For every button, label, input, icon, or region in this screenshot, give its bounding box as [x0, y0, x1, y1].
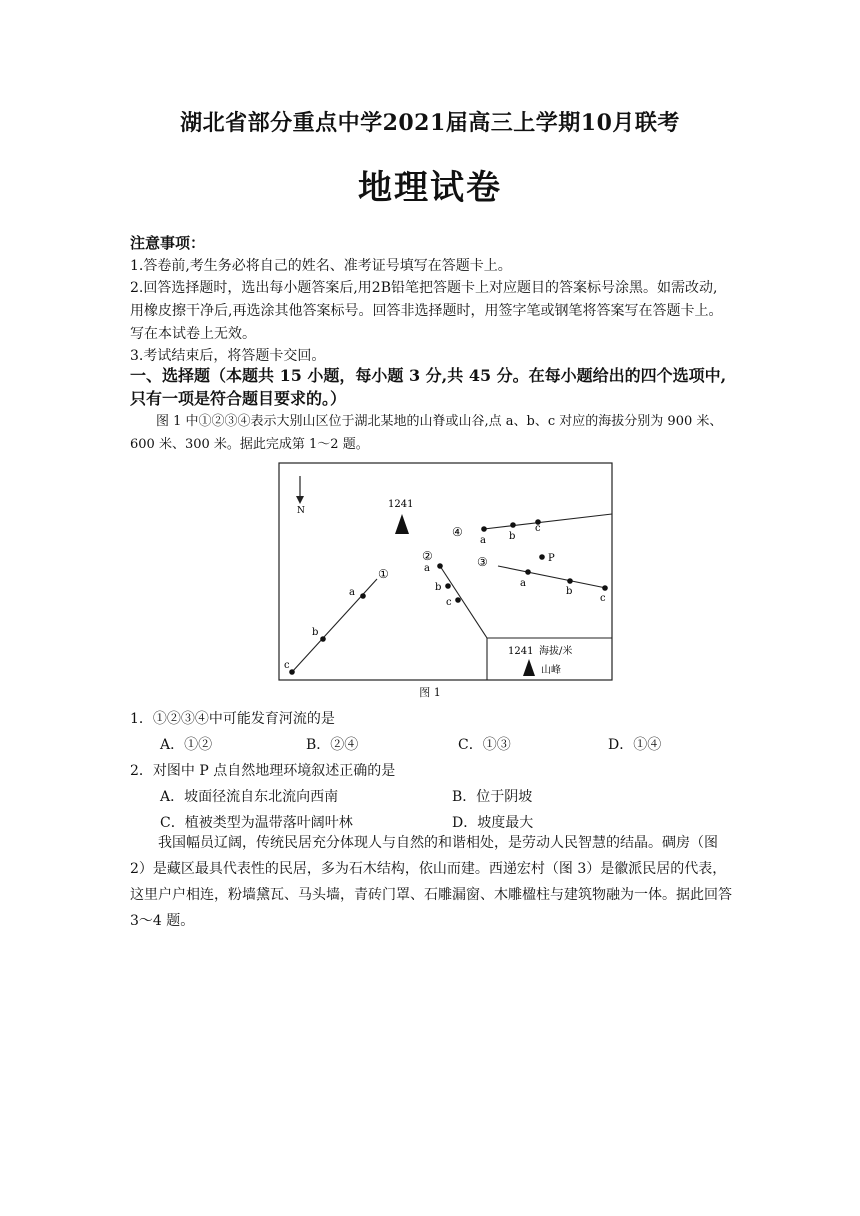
- line-1: [292, 579, 377, 672]
- line-3-point-a: [525, 569, 531, 575]
- notice-item-2: 2.回答选择题时，选出每小题答案后,用2B铅笔把答题卡上对应题目的答案标号涂黑。如需改动,用橡皮擦干净后,再选涂其他答案标号。回答非选择题时，用签字笔或钢笔将答案写在答题卡上。写在本试卷上无效。: [130, 280, 723, 342]
- line-2-point-c: [455, 597, 461, 603]
- question-2-option-a: A．坡面径流自东北流向西南: [160, 789, 339, 805]
- line-1-point-b: [320, 636, 326, 642]
- line-2-label-a: a: [424, 563, 430, 574]
- point-p-label: P: [548, 553, 555, 564]
- line-2-point-a: [437, 563, 443, 569]
- exam-subtitle: 湖北省部分重点中学2021届高三上学期10月联考: [180, 110, 680, 136]
- legend-peak-icon: [523, 659, 535, 676]
- notice-item-1: 1.答卷前,考生务必将自己的姓名、准考证号填写在答题卡上。: [130, 258, 512, 274]
- section-intro: 图 1 中①②③④表示大别山区位于湖北某地的山脊或山谷,点 a、b、c 对应的海拔分别为 900 米、600 米、300 米。据此完成第 1～2 题。: [130, 414, 723, 452]
- line-1-label: ①: [378, 567, 389, 581]
- passage-dwellings: 我国幅员辽阔，传统民居充分体现人与自然的和谐相处，是劳动人民智慧的结晶。碉房（图 2）是藏区最具代表性的民居，多为石木结构，依山而建。西递宏村（图 3）是徽派民居的代表，这里户户相连，粉墙黛瓦、马头墙，青砖门罩、石雕漏窗、木雕楹柱与建筑物融为一体。据此回答 3～4 题。: [130, 835, 732, 929]
- line-2-point-b: [445, 583, 451, 589]
- line-1-point-a: [360, 593, 366, 599]
- question-1-option-a: A．①②: [160, 737, 213, 753]
- question-1-option-c: C．①③: [458, 737, 511, 753]
- line-1-point-c: [289, 669, 295, 675]
- line-4-label-b: b: [509, 531, 516, 542]
- legend-peak-name: 山峰: [541, 665, 561, 676]
- line-1-label-b: b: [312, 627, 319, 638]
- line-1-label-c: c: [284, 660, 290, 671]
- line-2-label-c: c: [446, 597, 452, 608]
- line-4-label: ④: [452, 525, 463, 539]
- question-2-option-c: C．植被类型为温带落叶阔叶林: [160, 815, 353, 831]
- section-heading: 一、选择题（本题共 15 小题，每小题 3 分,共 45 分。在每小题给出的四个选项中,只有一项是符合题目要求的。）: [130, 366, 727, 408]
- north-arrow-icon: [296, 476, 304, 504]
- line-4-label-c: c: [535, 523, 541, 534]
- line-3-point-b: [567, 578, 573, 584]
- line-4-point-a: [481, 526, 487, 532]
- north-label: N: [297, 506, 305, 516]
- question-2-option-d: D．坡度最大: [452, 815, 534, 831]
- line-3-point-c: [602, 585, 608, 591]
- line-3-label: ③: [477, 555, 488, 569]
- line-4: [484, 514, 612, 529]
- line-1-label-a: a: [349, 587, 355, 598]
- line-3-label-a: a: [520, 578, 526, 589]
- question-1-option-b: B．②④: [306, 737, 359, 753]
- point-p: [539, 554, 545, 560]
- line-4-label-a: a: [480, 535, 486, 546]
- line-2-label: ②: [422, 549, 433, 563]
- notice-heading: 注意事项：: [130, 234, 206, 252]
- line-3: [498, 566, 606, 588]
- legend-elevation-unit: 海拔/米: [539, 646, 573, 657]
- question-1-option-d: D．①④: [608, 737, 662, 753]
- line-3-label-c: c: [600, 593, 606, 604]
- question-1-stem: 1．①②③④中可能发育河流的是: [130, 711, 335, 727]
- legend-elevation-value: 1241: [508, 646, 534, 657]
- line-2-label-b: b: [435, 582, 442, 593]
- peak-icon: [395, 514, 409, 534]
- line-4-point-b: [510, 522, 516, 528]
- exam-title: 地理试卷: [358, 168, 502, 208]
- question-2-option-b: B．位于阴坡: [452, 789, 533, 805]
- figure-1-caption: 图 1: [419, 686, 441, 699]
- line-3-label-b: b: [566, 586, 573, 597]
- peak-elevation-label: 1241: [388, 499, 414, 510]
- figure-1-map: [278, 462, 614, 682]
- notice-item-3: 3.考试结束后，将答题卡交回。: [130, 348, 326, 364]
- question-2-stem: 2．对图中 P 点自然地理环境叙述正确的是: [130, 763, 396, 779]
